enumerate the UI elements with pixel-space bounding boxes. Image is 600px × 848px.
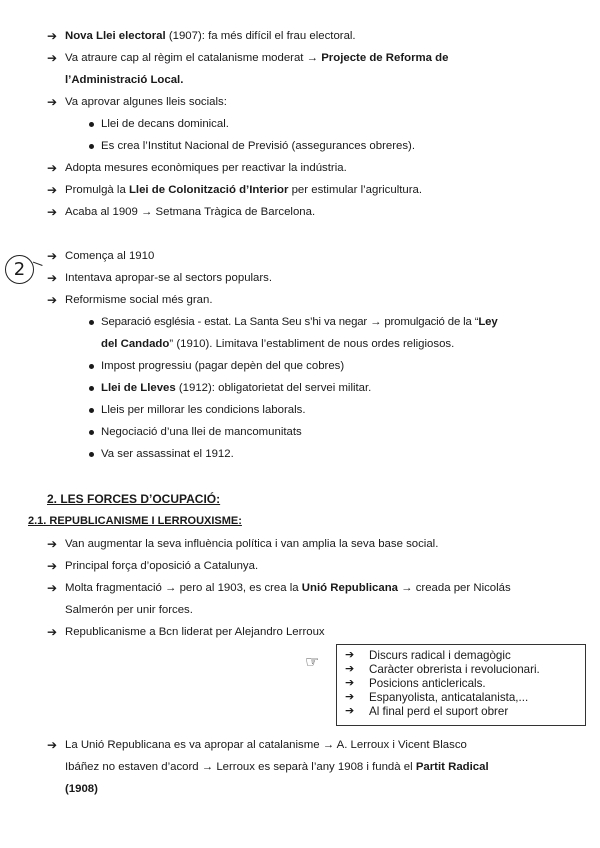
arrow-icon: ➔ (47, 161, 58, 175)
list-item: Intentava apropar-se al sectors populars. (65, 272, 273, 284)
lerroux-box: ➔ Discurs radical i demagògic ➔ Caràcter obrerista i revolucionari. ➔ Posicions anticlericals. ➔ Espanyolista, anticatalanista,... ➔ Al final perd el suport obrer (336, 644, 586, 726)
list-item-cont: l’Administració Local. (65, 74, 184, 86)
sub-item: Llei de Lleves (1912): obligatorietat del servei militar. (101, 382, 372, 394)
list-item: Acaba al 1909 → Setmana Tràgica de Barcelona. (65, 206, 316, 218)
arrow-icon: ➔ (47, 249, 58, 263)
list-item: Va aprovar algunes lleis socials: (65, 96, 227, 108)
list-item: Principal força d’oposició a Catalunya. (65, 560, 259, 572)
list-item-cont: Salmerón per unir forces. (65, 604, 193, 616)
arrow-icon: ➔ (47, 183, 58, 197)
bullet-icon (89, 320, 94, 325)
bullet-icon (89, 364, 94, 369)
arrow-icon: ➔ (47, 559, 58, 573)
arrow-icon: ➔ (47, 293, 58, 307)
bullet-icon (89, 430, 94, 435)
bullet-icon (89, 408, 94, 413)
arrow-icon: ➔ (345, 663, 355, 675)
arrow-icon: ➔ (47, 29, 58, 43)
bullet-icon (89, 386, 94, 391)
arrow-icon: ➔ (47, 738, 58, 752)
section-heading: 2. LES FORCES D’OCUPACIÓ: (47, 492, 221, 506)
list-item: La Unió Republicana es va apropar al catalanisme → A. Lerroux i Vicent Blasco (65, 739, 467, 751)
list-item: Va atraure cap al règim el catalanisme moderat → Projecte de Reforma de (65, 52, 449, 64)
sub-item: Separació església - estat. La Santa Seu s’hi va negar → promulgació de la “Ley (101, 316, 498, 328)
list-item: Comença al 1910 (65, 250, 155, 262)
sub-item: Lleis per millorar les condicions laborals. (101, 404, 306, 416)
arrow-icon: ➔ (47, 51, 58, 65)
list-item: Promulgà la Llei de Colonització d’Interior per estimular l’agricultura. (65, 184, 423, 196)
list-item-cont: Ibáñez no estaven d’acord → Lerroux es separà l’any 1908 i fundà el Partit Radical (65, 761, 489, 773)
sub-item: Llei de decans dominical. (101, 118, 229, 130)
arrow-icon: ➔ (47, 95, 58, 109)
arrow-icon: ➔ (345, 691, 355, 703)
circle-number: 2 (5, 255, 34, 284)
list-item: Adopta mesures econòmiques per reactivar la indústria. (65, 162, 347, 174)
arrow-icon: ➔ (47, 537, 58, 551)
bullet-icon (89, 144, 94, 149)
sub-item: Va ser assassinat el 1912. (101, 448, 234, 460)
list-item: Republicanisme a Bcn liderat per Alejandro Lerroux (65, 626, 325, 638)
list-item: Molta fragmentació → pero al 1903, es crea la Unió Republicana → creada per Nicolás (65, 582, 511, 594)
arrow-icon: ➔ (345, 705, 355, 717)
arrow-icon: ➔ (345, 677, 355, 689)
subsection-heading: 2.1. REPUBLICANISME I LERROUXISME: (28, 515, 242, 527)
list-item: Van augmentar la seva influència política i van amplia la seva base social. (65, 538, 439, 550)
sub-item: Negociació d’una llei de mancomunitats (101, 426, 302, 438)
list-item: Reformisme social més gran. (65, 294, 213, 306)
list-item: Nova Llei electoral (1907): fa més difícil el frau electoral. (65, 30, 356, 42)
sub-item: Es crea l’Institut Nacional de Previsió (assegurances obreres). (101, 140, 416, 152)
sub-item-cont: del Candado” (1910). Limitava l’establiment de nous ordes religiosos. (101, 338, 455, 350)
sub-item: Impost progressiu (pagar depèn del que cobres) (101, 360, 345, 372)
arrow-icon: ➔ (47, 581, 58, 595)
arrow-icon: ➔ (345, 649, 355, 661)
pointing-hand-icon: ☞ (305, 654, 320, 671)
arrow-icon: ➔ (47, 271, 58, 285)
bullet-icon (89, 122, 94, 127)
list-item-cont: (1908) (65, 783, 98, 795)
arrow-icon: ➔ (47, 205, 58, 219)
bullet-icon (89, 452, 94, 457)
arrow-icon: ➔ (47, 625, 58, 639)
